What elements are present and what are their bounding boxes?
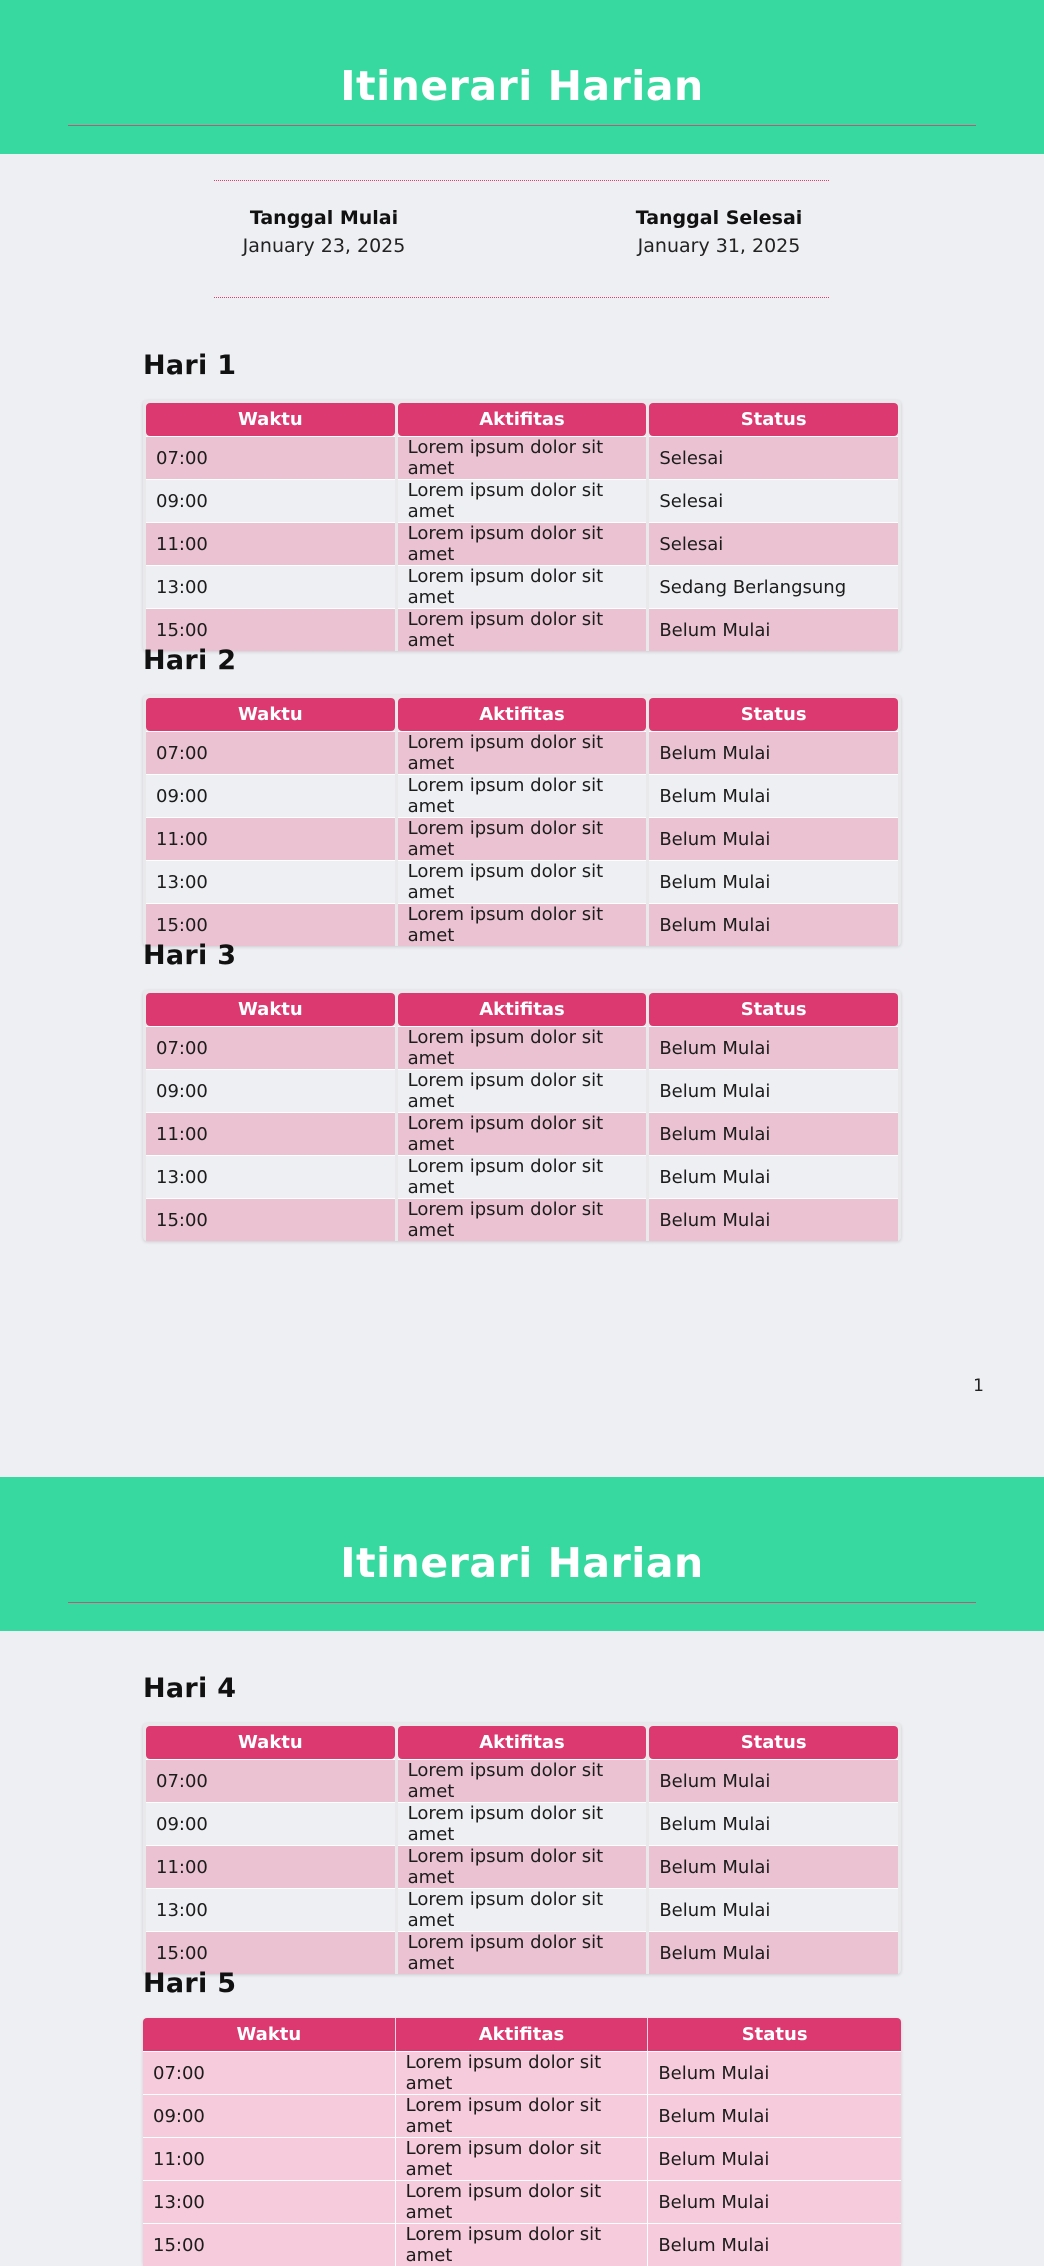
time-cell: 09:00 (146, 1802, 395, 1845)
status-cell: Belum Mulai (649, 1759, 898, 1802)
column-header-status: Status (648, 2018, 901, 2051)
table-row (146, 1845, 898, 1888)
schedule-table (143, 400, 901, 651)
time-cell: 15:00 (146, 903, 395, 946)
status-cell: Belum Mulai (649, 731, 898, 774)
column-header-waktu: Waktu (143, 2018, 396, 2051)
header-rule (68, 1602, 976, 1603)
status-cell: Belum Mulai (649, 817, 898, 860)
header-rule (68, 125, 976, 126)
status-cell: Belum Mulai (649, 774, 898, 817)
page-number: 1 (973, 1376, 984, 1396)
time-cell: 11:00 (143, 2137, 396, 2180)
activity-cell: Lorem ipsum dolor sit amet (396, 2094, 649, 2137)
column-header-aktifitas: Aktifitas (398, 1726, 647, 1759)
time-cell: 07:00 (146, 1759, 395, 1802)
status-cell: Belum Mulai (649, 1112, 898, 1155)
table-row (143, 2051, 901, 2094)
end-date-value: January 31, 2025 (637, 235, 801, 257)
start-date (214, 207, 434, 257)
activity-cell: Lorem ipsum dolor sit amet (396, 2137, 649, 2180)
day-title: Hari 3 (143, 940, 237, 971)
activity-cell: Lorem ipsum dolor sit amet (398, 436, 647, 479)
status-cell: Belum Mulai (649, 1026, 898, 1069)
status-cell: Belum Mulai (649, 1198, 898, 1241)
status-cell: Belum Mulai (649, 608, 898, 651)
activity-cell: Lorem ipsum dolor sit amet (398, 1802, 647, 1845)
day-section (143, 1968, 901, 2266)
column-header-status: Status (649, 993, 898, 1026)
activity-cell: Lorem ipsum dolor sit amet (398, 1888, 647, 1931)
day-section (143, 645, 901, 946)
table-row (146, 731, 898, 774)
table-row (146, 817, 898, 860)
time-cell: 09:00 (146, 479, 395, 522)
table-row (143, 2180, 901, 2223)
page-title: Itinerari Harian (340, 1539, 704, 1587)
table-row (146, 774, 898, 817)
time-cell: 07:00 (146, 731, 395, 774)
start-date-value: January 23, 2025 (242, 235, 406, 257)
table-row (143, 2094, 901, 2137)
time-cell: 09:00 (146, 774, 395, 817)
status-cell: Belum Mulai (649, 1931, 898, 1974)
activity-cell: Lorem ipsum dolor sit amet (398, 1155, 647, 1198)
status-cell: Belum Mulai (649, 1888, 898, 1931)
column-header-waktu: Waktu (146, 993, 395, 1026)
time-cell: 11:00 (146, 522, 395, 565)
status-cell: Selesai (649, 522, 898, 565)
column-header-status: Status (649, 1726, 898, 1759)
time-cell: 09:00 (143, 2094, 396, 2137)
column-header-waktu: Waktu (146, 403, 395, 436)
table-header-row (146, 993, 898, 1026)
header-banner (0, 1477, 1044, 1631)
table-row (146, 1802, 898, 1845)
day-title: Hari 4 (143, 1673, 237, 1704)
activity-cell: Lorem ipsum dolor sit amet (396, 2180, 649, 2223)
activity-cell: Lorem ipsum dolor sit amet (398, 1112, 647, 1155)
status-cell: Belum Mulai (648, 2137, 901, 2180)
table-row (146, 436, 898, 479)
table-row (146, 1759, 898, 1802)
status-cell: Belum Mulai (649, 1845, 898, 1888)
column-header-aktifitas: Aktifitas (398, 403, 647, 436)
table-header-row (143, 2018, 901, 2051)
activity-cell: Lorem ipsum dolor sit amet (398, 1759, 647, 1802)
start-date-label: Tanggal Mulai (249, 207, 399, 229)
column-header-status: Status (649, 403, 898, 436)
table-row (146, 565, 898, 608)
column-header-waktu: Waktu (146, 698, 395, 731)
activity-cell: Lorem ipsum dolor sit amet (398, 860, 647, 903)
day-title: Hari 1 (143, 350, 237, 381)
time-cell: 13:00 (146, 860, 395, 903)
activity-cell: Lorem ipsum dolor sit amet (398, 1198, 647, 1241)
time-cell: 13:00 (146, 1155, 395, 1198)
time-cell: 09:00 (146, 1069, 395, 1112)
time-cell: 07:00 (143, 2051, 396, 2094)
time-cell: 07:00 (146, 436, 395, 479)
table-row (146, 1198, 898, 1241)
time-cell: 15:00 (146, 1931, 395, 1974)
activity-cell: Lorem ipsum dolor sit amet (398, 565, 647, 608)
table-row (146, 1888, 898, 1931)
column-header-status: Status (649, 698, 898, 731)
time-cell: 15:00 (146, 608, 395, 651)
table-row (146, 1155, 898, 1198)
table-row (146, 522, 898, 565)
day-title: Hari 5 (143, 1968, 237, 1999)
column-header-waktu: Waktu (146, 1726, 395, 1759)
status-cell: Belum Mulai (649, 1069, 898, 1112)
header-banner (0, 0, 1044, 154)
table-row (143, 2137, 901, 2180)
time-cell: 11:00 (146, 1112, 395, 1155)
day-title: Hari 2 (143, 645, 237, 676)
table-row (146, 1026, 898, 1069)
time-cell: 15:00 (143, 2223, 396, 2266)
time-cell: 13:00 (143, 2180, 396, 2223)
day-section (143, 1673, 901, 1974)
day-section (143, 940, 901, 1241)
column-header-aktifitas: Aktifitas (398, 698, 647, 731)
status-cell: Belum Mulai (648, 2180, 901, 2223)
schedule-table (143, 695, 901, 946)
schedule-table (143, 2018, 901, 2266)
schedule-table (143, 990, 901, 1241)
table-row (143, 2223, 901, 2266)
time-cell: 11:00 (146, 817, 395, 860)
end-date-label: Tanggal Selesai (635, 207, 803, 229)
activity-cell: Lorem ipsum dolor sit amet (396, 2223, 649, 2266)
table-row (146, 1112, 898, 1155)
status-cell: Belum Mulai (649, 903, 898, 946)
time-cell: 13:00 (146, 1888, 395, 1931)
schedule-table (143, 1723, 901, 1974)
activity-cell: Lorem ipsum dolor sit amet (398, 479, 647, 522)
status-cell: Belum Mulai (648, 2094, 901, 2137)
column-header-aktifitas: Aktifitas (398, 993, 647, 1026)
activity-cell: Lorem ipsum dolor sit amet (398, 903, 647, 946)
activity-cell: Lorem ipsum dolor sit amet (398, 522, 647, 565)
time-cell: 15:00 (146, 1198, 395, 1241)
status-cell: Sedang Berlangsung (649, 565, 898, 608)
activity-cell: Lorem ipsum dolor sit amet (398, 774, 647, 817)
status-cell: Belum Mulai (648, 2051, 901, 2094)
table-row (146, 1069, 898, 1112)
table-row (146, 860, 898, 903)
end-date (609, 207, 829, 257)
page-title: Itinerari Harian (340, 62, 704, 110)
activity-cell: Lorem ipsum dolor sit amet (398, 1931, 647, 1974)
status-cell: Belum Mulai (648, 2223, 901, 2266)
time-cell: 11:00 (146, 1845, 395, 1888)
table-row (146, 479, 898, 522)
status-cell: Belum Mulai (649, 1802, 898, 1845)
column-header-aktifitas: Aktifitas (396, 2018, 649, 2051)
status-cell: Selesai (649, 479, 898, 522)
status-cell: Belum Mulai (649, 1155, 898, 1198)
status-cell: Belum Mulai (649, 860, 898, 903)
activity-cell: Lorem ipsum dolor sit amet (398, 731, 647, 774)
activity-cell: Lorem ipsum dolor sit amet (398, 608, 647, 651)
table-header-row (146, 1726, 898, 1759)
activity-cell: Lorem ipsum dolor sit amet (398, 1845, 647, 1888)
activity-cell: Lorem ipsum dolor sit amet (398, 1069, 647, 1112)
day-section (143, 350, 901, 651)
status-cell: Selesai (649, 436, 898, 479)
time-cell: 07:00 (146, 1026, 395, 1069)
activity-cell: Lorem ipsum dolor sit amet (396, 2051, 649, 2094)
date-range (214, 180, 829, 298)
table-header-row (146, 698, 898, 731)
table-header-row (146, 403, 898, 436)
activity-cell: Lorem ipsum dolor sit amet (398, 1026, 647, 1069)
page-2 (0, 1477, 1044, 2266)
time-cell: 13:00 (146, 565, 395, 608)
activity-cell: Lorem ipsum dolor sit amet (398, 817, 647, 860)
